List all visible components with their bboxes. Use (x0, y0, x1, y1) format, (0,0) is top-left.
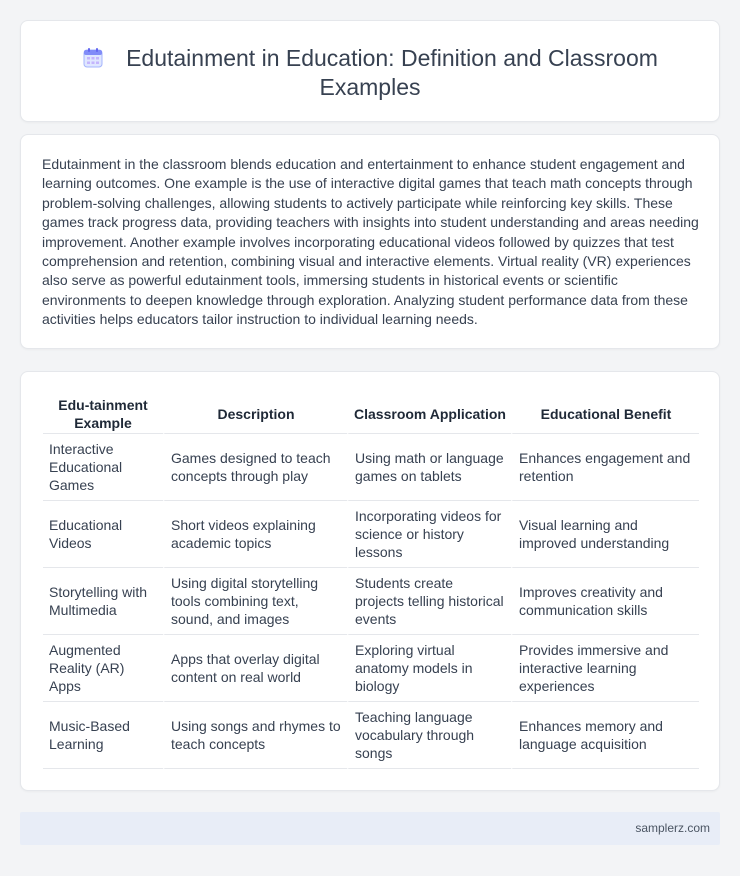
cell-description: Using digital storytelling tools combining text, sound, and images (163, 568, 347, 635)
cell-application: Incorporating videos for science or history lessons (347, 501, 511, 568)
examples-table (43, 394, 699, 769)
column-header-application: Classroom Application (347, 394, 511, 434)
table-row (43, 501, 699, 568)
cell-application: Exploring virtual anatomy models in biology (347, 635, 511, 702)
cell-example: Augmented Reality (AR) Apps (43, 635, 163, 702)
cell-benefit: Improves creativity and communication skills (511, 568, 699, 635)
footer-bar (20, 812, 720, 845)
cell-application: Using math or language games on tablets (347, 434, 511, 501)
calendar-icon (82, 47, 104, 69)
title-card (20, 20, 720, 122)
column-header-description: Description (163, 394, 347, 434)
table-card (20, 371, 720, 791)
intro-paragraph: Edutainment in the classroom blends education and entertainment to enhance student engagement and learning outcomes. One example is the use of interactive digital games that teach math concepts through problem-solving challenges, allowing students to actively participate while reinforcing key skills. These games track progress data, providing teachers with insights into student understanding and areas needing improvement. Another example involves incorporating educational videos followed by quizzes that test comprehension and retention, combining visual and interactive elements. Virtual reality (VR) experiences also serve as powerful edutainment tools, immersing students in historical events or scientific environments to deepen knowledge through exploration. Analyzing student performance data from these activities helps educators tailor instruction to individual learning needs. (42, 156, 699, 328)
page-title: Edutainment in Education: Definition and Classroom Examples (126, 45, 658, 100)
table-row (43, 635, 699, 702)
cell-description: Short videos explaining academic topics (163, 501, 347, 568)
table-row (43, 702, 699, 769)
column-header-benefit: Educational Benefit (511, 394, 699, 434)
cell-description: Apps that overlay digital content on real world (163, 635, 347, 702)
cell-benefit: Enhances engagement and retention (511, 434, 699, 501)
table-row (43, 568, 699, 635)
cell-description: Using songs and rhymes to teach concepts (163, 702, 347, 769)
footer-site-link[interactable]: samplerz.com (635, 821, 710, 835)
cell-application: Students create projects telling historical events (347, 568, 511, 635)
page-title-wrap (21, 44, 719, 102)
cell-benefit: Enhances memory and language acquisition (511, 702, 699, 769)
column-header-example: Edu-tainment Example (43, 394, 163, 434)
cell-example: Storytelling with Multimedia (43, 568, 163, 635)
table-header-row (43, 394, 699, 434)
cell-benefit: Provides immersive and interactive learning experiences (511, 635, 699, 702)
cell-example: Music-Based Learning (43, 702, 163, 769)
cell-application: Teaching language vocabulary through songs (347, 702, 511, 769)
cell-benefit: Visual learning and improved understanding (511, 501, 699, 568)
cell-description: Games designed to teach concepts through play (163, 434, 347, 501)
table-row (43, 434, 699, 501)
intro-card (20, 134, 720, 349)
cell-example: Interactive Educational Games (43, 434, 163, 501)
cell-example: Educational Videos (43, 501, 163, 568)
